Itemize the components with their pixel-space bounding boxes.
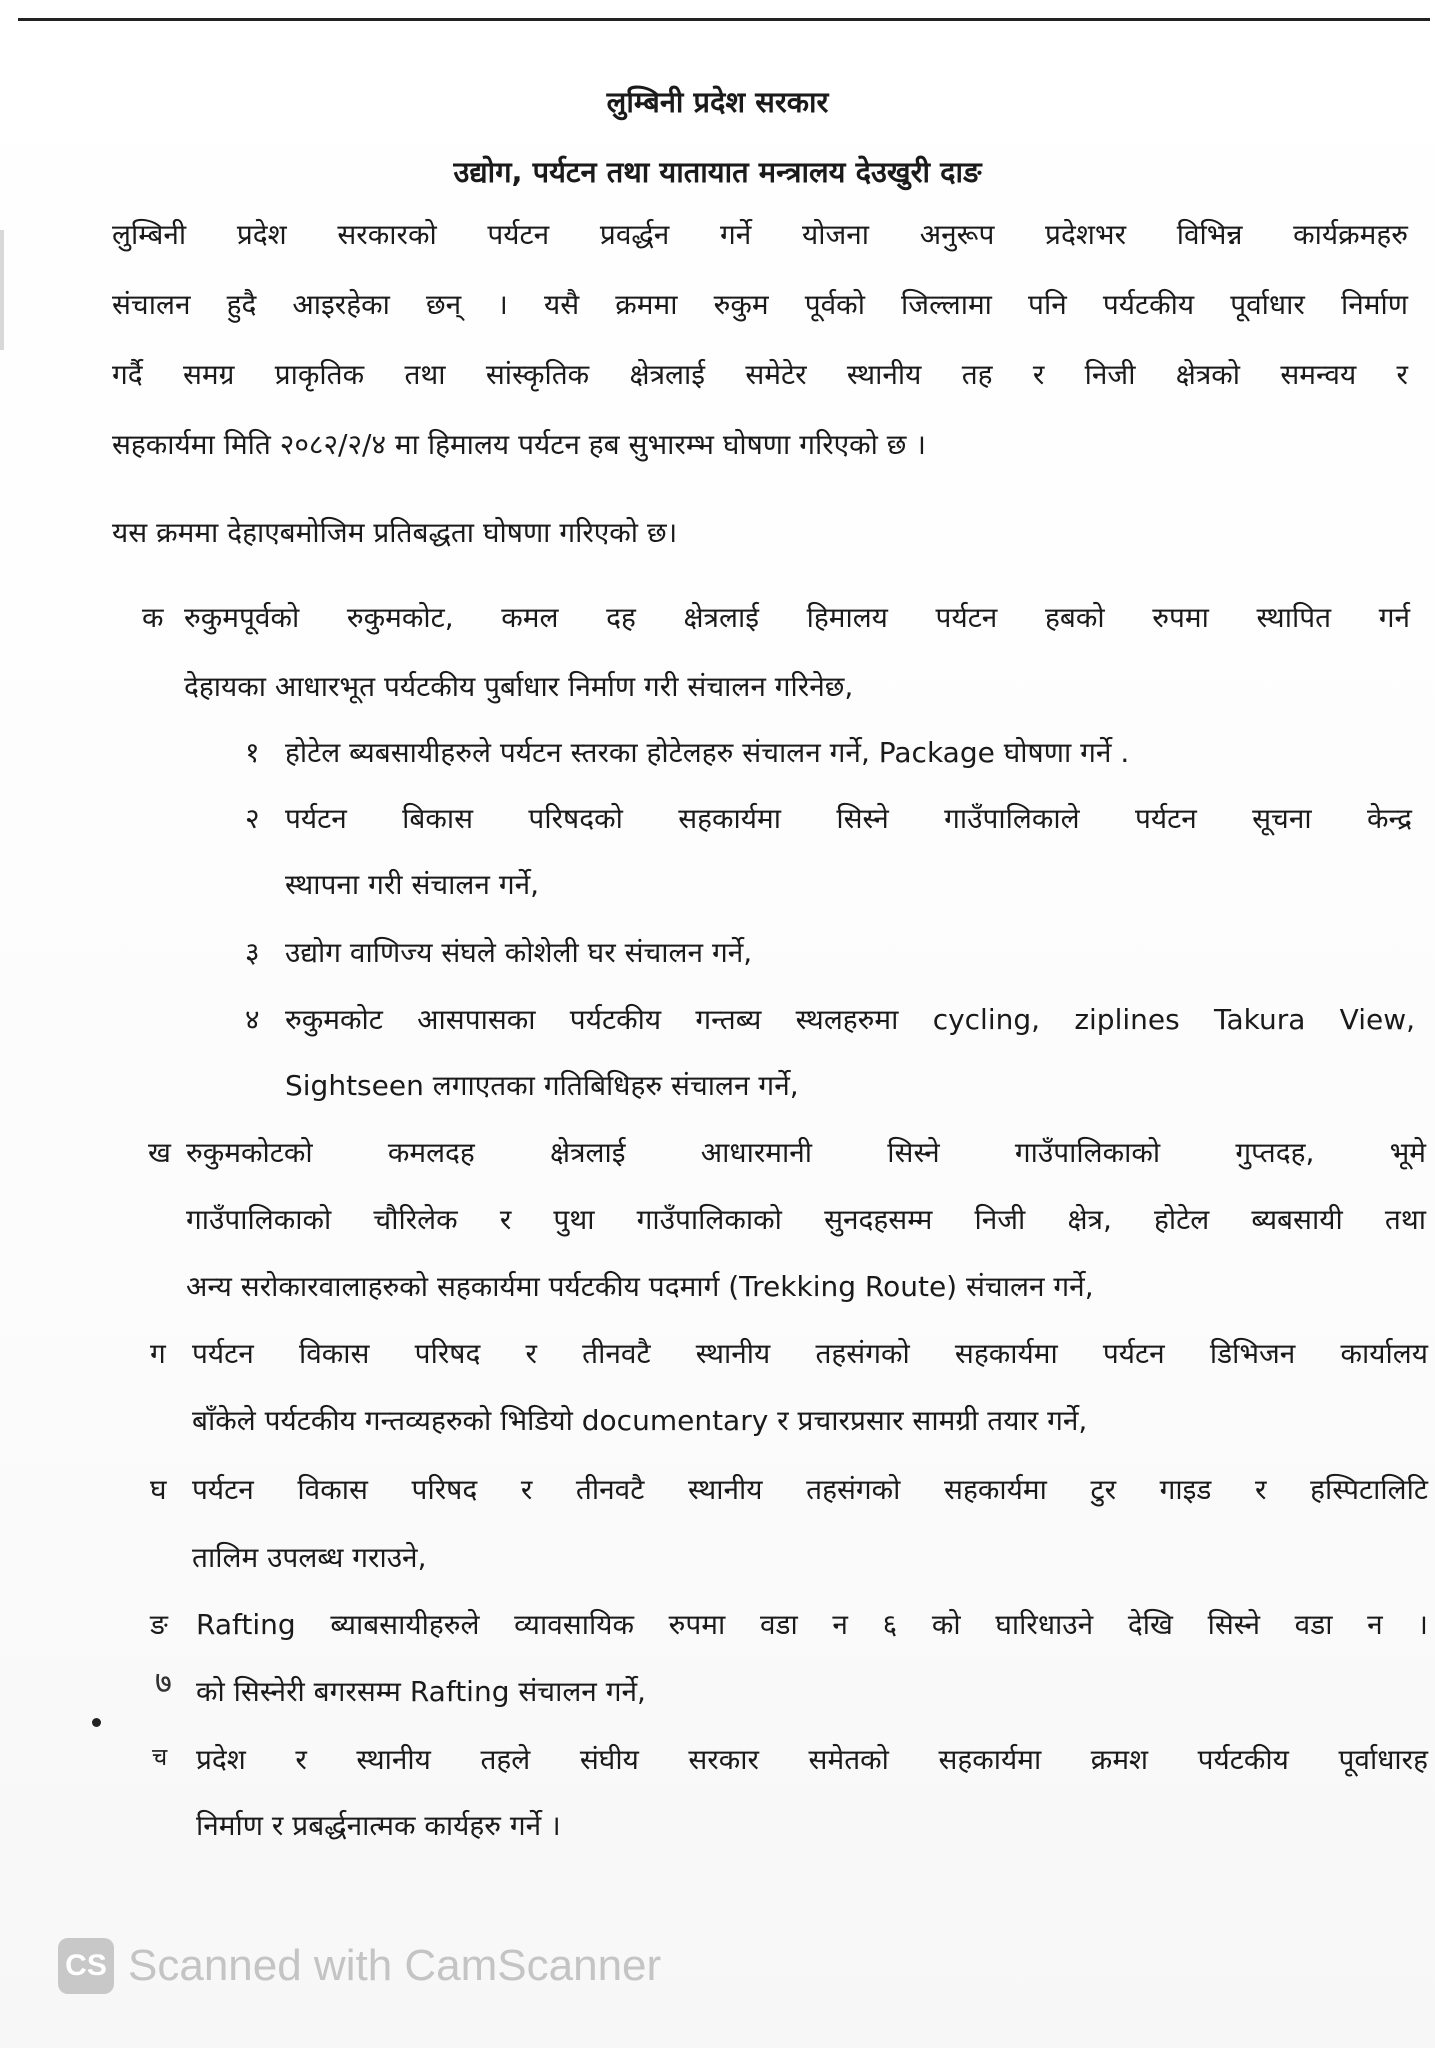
sub-item-2-line-1: पर्यटन बिकास परिषदको सहकार्यमा सिस्ने गाउँपालिकाले पर्यटन सूचना केन्द्र — [285, 802, 1412, 835]
item-nga-line-1: Rafting ब्याबसायीहरुले व्यावसायिक रुपमा वडा न ६ को घारिधाउने देखि सिस्ने वडा न । — [196, 1608, 1428, 1641]
item-nga-line-2: को सिस्नेरी बगरसम्म Rafting संचालन गर्ने, — [196, 1675, 646, 1708]
top-border-line — [18, 18, 1430, 21]
item-kha-line-1: रुकुमकोटको कमलदह क्षेत्रलाई आधारमानी सिस्ने गाउँपालिकाको गुप्तदह, भूमे — [186, 1136, 1426, 1169]
intro-line-2: संचालन हुदै आइरहेका छन् । यसै क्रममा रुकुम पूर्वको जिल्लामा पनि पर्यटकीय पूर्वाधार निर्माण — [112, 288, 1408, 321]
item-nga-marker: ङ — [150, 1608, 168, 1641]
commitment-intro: यस क्रममा देहाएबमोजिम प्रतिबद्धता घोषणा गरिएको छ। — [112, 516, 678, 549]
document-title-government: लुम्बिनी प्रदेश सरकार — [606, 85, 829, 119]
scan-edge-shadow — [0, 230, 4, 350]
item-ga-line-1: पर्यटन विकास परिषद र तीनवटै स्थानीय तहसंगको सहकार्यमा पर्यटन डिभिजन कार्यालय — [192, 1337, 1428, 1370]
sub-item-3-line-1: उद्योग वाणिज्य संघले कोशेली घर संचालन गर्ने, — [285, 936, 753, 969]
sub-item-1-line-1: होटेल ब्यबसायीहरुले पर्यटन स्तरका होटेलहरु संचालन गर्ने, Package घोषणा गर्ने . — [285, 736, 1130, 769]
sub-item-2-marker: २ — [245, 802, 260, 835]
intro-line-4: सहकार्यमा मिति २०८२/२/४ मा हिमालय पर्यटन हब सुभारम्भ घोषणा गरिएको छ । — [112, 428, 926, 461]
item-cha-line-1: प्रदेश र स्थानीय तहले संघीय सरकार समेतको सहकार्यमा क्रमश पर्यटकीय पूर्वाधारह — [196, 1743, 1428, 1776]
sub-item-3-marker: ३ — [245, 936, 260, 969]
sub-item-2-line-2: स्थापना गरी संचालन गर्ने, — [285, 868, 540, 901]
item-ga-line-2: बाँकेले पर्यटकीय गन्तव्यहरुको भिडियो documentary र प्रचारप्रसार सामग्री तयार गर्ने, — [192, 1404, 1088, 1437]
handwritten-ward-number: ७ — [152, 1662, 175, 1702]
camscanner-watermark-text: Scanned with CamScanner — [128, 1941, 662, 1990]
intro-line-1: लुम्बिनी प्रदेश सरकारको पर्यटन प्रवर्द्धन गर्ने योजना अनुरूप प्रदेशभर विभिन्न कार्यक्रमहरु — [112, 218, 1408, 251]
intro-line-3: गर्दै समग्र प्राकृतिक तथा सांस्कृतिक क्षेत्रलाई समेटेर स्थानीय तह र निजी क्षेत्रको समन्वय र — [112, 358, 1408, 391]
item-kha-marker: ख — [148, 1136, 171, 1169]
ink-dot — [92, 1718, 101, 1727]
item-cha-line-2: निर्माण र प्रबर्द्धनात्मक कार्यहरु गर्ने । — [196, 1809, 561, 1842]
item-gha-marker: घ — [150, 1473, 167, 1506]
item-ka-marker: क — [142, 601, 164, 634]
sub-item-4-line-2: Sightseen लगाएतका गतिबिधिहरु संचालन गर्ने, — [285, 1069, 799, 1102]
item-ga-marker: ग — [150, 1337, 166, 1370]
item-kha-line-2: गाउँपालिकाको चौरिलेक र पुथा गाउँपालिकाको सुनदहसम्म निजी क्षेत्र, होटेल ब्यबसायी तथा — [186, 1203, 1426, 1236]
camscanner-logo-icon: CS — [58, 1938, 114, 1994]
item-ka-line-1: रुकुमपूर्वको रुकुमकोट, कमल दह क्षेत्रलाई हिमालय पर्यटन हबको रुपमा स्थापित गर्न — [184, 601, 1410, 634]
sub-item-1-marker: १ — [245, 736, 260, 769]
item-gha-line-1: पर्यटन विकास परिषद र तीनवटै स्थानीय तहसंगको सहकार्यमा टुर गाइड र हस्पिटालिटि — [192, 1473, 1428, 1506]
item-kha-line-3: अन्य सरोकारवालाहरुको सहकार्यमा पर्यटकीय पदमार्ग (Trekking Route) संचालन गर्ने, — [186, 1270, 1094, 1303]
item-ka-line-2: देहायका आधारभूत पर्यटकीय पुर्बाधार निर्माण गरी संचालन गरिनेछ, — [184, 670, 854, 703]
item-cha-marker: च — [152, 1743, 168, 1771]
sub-item-4-marker: ४ — [245, 1003, 260, 1036]
sub-item-4-line-1: रुकुमकोट आसपासका पर्यटकीय गन्तब्य स्थलहरुमा cycling, ziplines Takura View, — [285, 1003, 1415, 1036]
document-title-ministry: उद्योग, पर्यटन तथा यातायात मन्त्रालय देउखुरी दाङ — [453, 155, 982, 189]
item-gha-line-2: तालिम उपलब्ध गराउने, — [192, 1541, 427, 1574]
camscanner-watermark — [58, 1938, 661, 1994]
